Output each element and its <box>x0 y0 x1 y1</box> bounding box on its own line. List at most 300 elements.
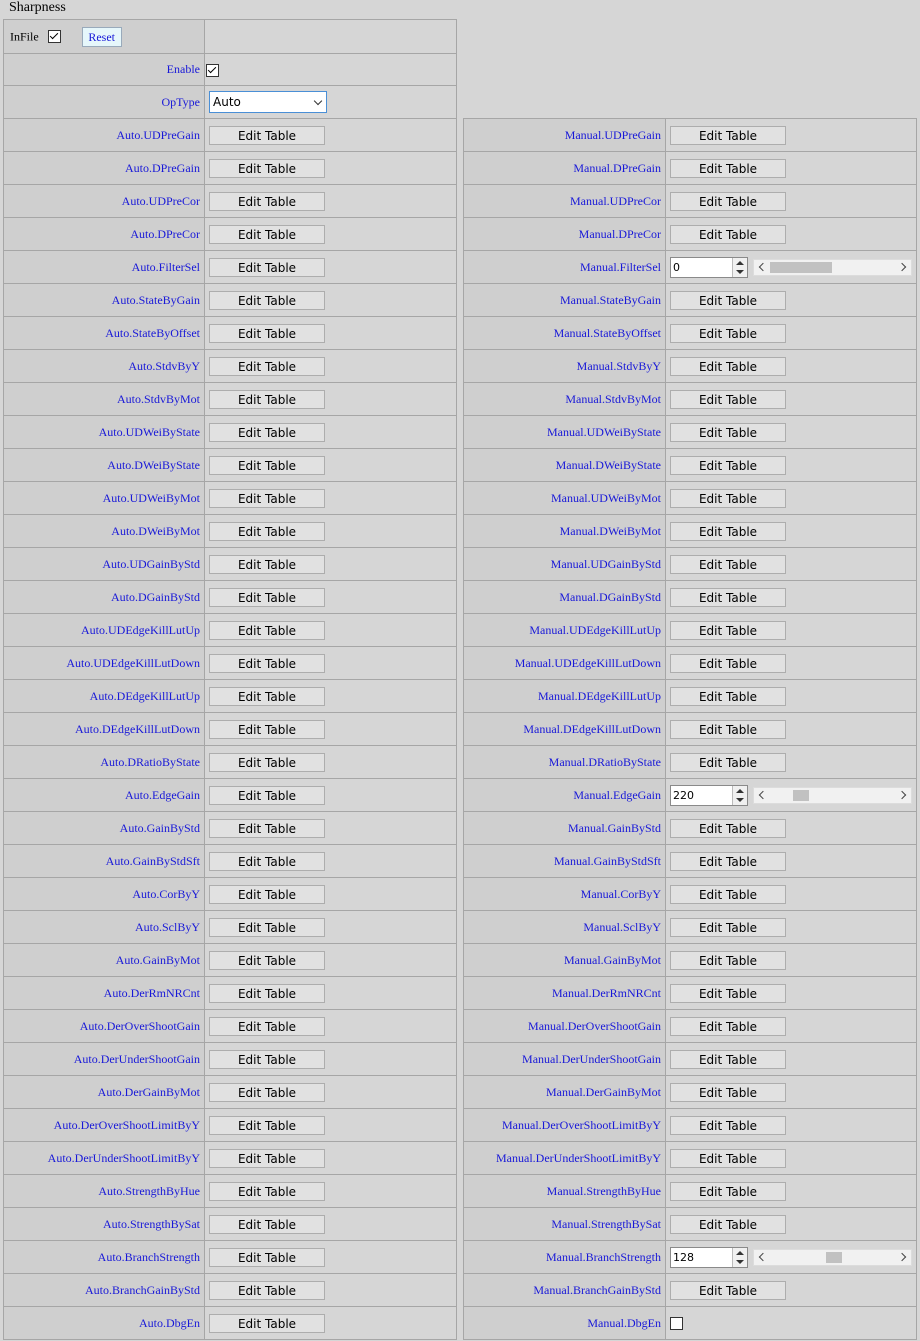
manual-dedge-kill-lut-up-label: Manual.DEdgeKillLutUp <box>464 680 666 713</box>
auto-state-by-offset-edit-table-button[interactable]: Edit Table <box>209 324 325 343</box>
manual-stdv-by-mot-label: Manual.StdvByMot <box>464 383 666 416</box>
auto-param-row <box>4 1175 457 1208</box>
chevron-right-icon[interactable] <box>898 790 906 798</box>
auto-udwei-by-mot-cell <box>205 482 457 515</box>
manual-gain-by-std-sft-edit-table-button[interactable]: Edit Table <box>670 852 786 871</box>
auto-der-under-shoot-gain-cell <box>205 1043 457 1076</box>
auto-stdv-by-mot-edit-table-button[interactable]: Edit Table <box>209 390 325 409</box>
auto-udedge-kill-lut-up-cell <box>205 614 457 647</box>
manual-udwei-by-state-cell <box>666 416 917 449</box>
auto-dratio-by-state-cell <box>205 746 457 779</box>
auto-der-over-shoot-limit-by-y-edit-table-button[interactable]: Edit Table <box>209 1116 325 1135</box>
spin-down-icon[interactable] <box>736 270 744 274</box>
auto-param-row <box>4 1241 457 1274</box>
manual-dedge-kill-lut-up-cell <box>666 680 917 713</box>
auto-udwei-by-mot-edit-table-button[interactable]: Edit Table <box>209 489 325 508</box>
manual-strength-by-hue-label: Manual.StrengthByHue <box>464 1175 666 1208</box>
manual-der-gain-by-mot-cell <box>666 1076 917 1109</box>
manual-dgain-by-std-cell <box>666 581 917 614</box>
auto-param-row <box>4 515 457 548</box>
manual-dpre-cor-edit-table-button[interactable]: Edit Table <box>670 225 786 244</box>
auto-branch-gain-by-std-edit-table-button[interactable]: Edit Table <box>209 1281 325 1300</box>
manual-dpre-gain-cell <box>666 152 917 185</box>
chevron-right-icon[interactable] <box>898 1252 906 1260</box>
auto-der-under-shoot-limit-by-y-cell <box>205 1142 457 1175</box>
auto-dwei-by-state-cell <box>205 449 457 482</box>
auto-stdv-by-y-edit-table-button[interactable]: Edit Table <box>209 357 325 376</box>
manual-param-row <box>464 944 917 977</box>
manual-udwei-by-mot-label: Manual.UDWeiByMot <box>464 482 666 515</box>
manual-dgain-by-std-edit-table-button[interactable]: Edit Table <box>670 588 786 607</box>
manual-der-under-shoot-gain-label: Manual.DerUnderShootGain <box>464 1043 666 1076</box>
spinner-arrows[interactable] <box>732 258 747 277</box>
auto-stdv-by-mot-label: Auto.StdvByMot <box>4 383 205 416</box>
manual-udpre-gain-cell <box>666 119 917 152</box>
chevron-left-icon[interactable] <box>759 262 767 270</box>
manual-dbg-en-checkbox[interactable] <box>670 1317 683 1330</box>
auto-der-under-shoot-gain-label: Auto.DerUnderShootGain <box>4 1043 205 1076</box>
manual-stdv-by-y-cell <box>666 350 917 383</box>
auto-dbg-en-label: Auto.DbgEn <box>4 1307 205 1340</box>
manual-der-over-shoot-limit-by-y-edit-table-button[interactable]: Edit Table <box>670 1116 786 1135</box>
manual-der-under-shoot-limit-by-y-cell <box>666 1142 917 1175</box>
auto-der-gain-by-mot-cell <box>205 1076 457 1109</box>
auto-udpre-gain-edit-table-button[interactable]: Edit Table <box>209 126 325 145</box>
manual-scl-by-y-cell <box>666 911 917 944</box>
auto-branch-strength-edit-table-button[interactable]: Edit Table <box>209 1248 325 1267</box>
auto-param-row <box>4 1109 457 1142</box>
manual-param-row <box>464 1010 917 1043</box>
manual-dpre-gain-edit-table-button[interactable]: Edit Table <box>670 159 786 178</box>
optype-value: Auto <box>213 95 241 109</box>
manual-branch-strength-slider[interactable] <box>753 1249 912 1266</box>
manual-filter-sel-slider[interactable] <box>753 259 912 276</box>
auto-param-row <box>4 251 457 284</box>
manual-udwei-by-mot-edit-table-button[interactable]: Edit Table <box>670 489 786 508</box>
auto-dpre-cor-label: Auto.DPreCor <box>4 218 205 251</box>
manual-edge-gain-label: Manual.EdgeGain <box>464 779 666 812</box>
manual-filter-sel-cell <box>666 251 917 284</box>
manual-param-row <box>464 284 917 317</box>
manual-gain-by-std-edit-table-button[interactable]: Edit Table <box>670 819 786 838</box>
manual-state-by-offset-cell <box>666 317 917 350</box>
manual-der-under-shoot-limit-by-y-edit-table-button[interactable]: Edit Table <box>670 1149 786 1168</box>
optype-select[interactable] <box>209 91 327 113</box>
auto-dedge-kill-lut-down-label: Auto.DEdgeKillLutDown <box>4 713 205 746</box>
spin-down-icon[interactable] <box>736 1260 744 1264</box>
manual-strength-by-hue-cell <box>666 1175 917 1208</box>
spin-up-icon[interactable] <box>736 261 744 265</box>
auto-dpre-gain-edit-table-button[interactable]: Edit Table <box>209 159 325 178</box>
auto-dedge-kill-lut-up-label: Auto.DEdgeKillLutUp <box>4 680 205 713</box>
enable-row <box>4 54 457 86</box>
auto-filter-sel-cell <box>205 251 457 284</box>
auto-dgain-by-std-label: Auto.DGainByStd <box>4 581 205 614</box>
manual-stdv-by-mot-cell <box>666 383 917 416</box>
manual-param-row <box>464 119 917 152</box>
manual-udpre-gain-edit-table-button[interactable]: Edit Table <box>670 126 786 145</box>
chevron-down-icon <box>314 97 322 105</box>
auto-dratio-by-state-edit-table-button[interactable]: Edit Table <box>209 753 325 772</box>
chevron-left-icon[interactable] <box>759 1252 767 1260</box>
manual-params-table <box>463 118 917 1340</box>
auto-der-gain-by-mot-edit-table-button[interactable]: Edit Table <box>209 1083 325 1102</box>
auto-param-row <box>4 152 457 185</box>
manual-edge-gain-number-input[interactable] <box>670 785 748 806</box>
auto-gain-by-std-sft-edit-table-button[interactable]: Edit Table <box>209 852 325 871</box>
manual-state-by-offset-label: Manual.StateByOffset <box>464 317 666 350</box>
manual-param-row <box>464 779 917 812</box>
manual-udpre-cor-cell <box>666 185 917 218</box>
auto-udpre-cor-label: Auto.UDPreCor <box>4 185 205 218</box>
auto-state-by-gain-cell <box>205 284 457 317</box>
infile-label: InFile <box>10 29 39 43</box>
manual-strength-by-sat-cell <box>666 1208 917 1241</box>
manual-param-row <box>464 449 917 482</box>
manual-udpre-cor-label: Manual.UDPreCor <box>464 185 666 218</box>
manual-param-row <box>464 647 917 680</box>
manual-cor-by-y-cell <box>666 878 917 911</box>
auto-der-gain-by-mot-label: Auto.DerGainByMot <box>4 1076 205 1109</box>
manual-branch-strength-label: Manual.BranchStrength <box>464 1241 666 1274</box>
auto-stdv-by-y-cell <box>205 350 457 383</box>
manual-dratio-by-state-cell <box>666 746 917 779</box>
infile-cell <box>4 20 205 54</box>
manual-stdv-by-mot-edit-table-button[interactable]: Edit Table <box>670 390 786 409</box>
manual-dedge-kill-lut-down-label: Manual.DEdgeKillLutDown <box>464 713 666 746</box>
manual-gain-by-std-sft-cell <box>666 845 917 878</box>
auto-strength-by-hue-edit-table-button[interactable]: Edit Table <box>209 1182 325 1201</box>
auto-param-row <box>4 1274 457 1307</box>
auto-dedge-kill-lut-up-cell <box>205 680 457 713</box>
auto-param-row <box>4 1307 457 1340</box>
manual-gain-by-std-label: Manual.GainByStd <box>464 812 666 845</box>
auto-dedge-kill-lut-down-cell <box>205 713 457 746</box>
manual-udgain-by-std-label: Manual.UDGainByStd <box>464 548 666 581</box>
manual-param-row <box>464 911 917 944</box>
manual-udgain-by-std-cell <box>666 548 917 581</box>
auto-branch-gain-by-std-label: Auto.BranchGainByStd <box>4 1274 205 1307</box>
manual-dpre-cor-label: Manual.DPreCor <box>464 218 666 251</box>
optype-row <box>4 86 457 119</box>
auto-dwei-by-state-edit-table-button[interactable]: Edit Table <box>209 456 325 475</box>
auto-udwei-by-state-label: Auto.UDWeiByState <box>4 416 205 449</box>
auto-der-over-shoot-gain-edit-table-button[interactable]: Edit Table <box>209 1017 325 1036</box>
auto-branch-gain-by-std-cell <box>205 1274 457 1307</box>
manual-dpre-gain-label: Manual.DPreGain <box>464 152 666 185</box>
manual-gain-by-mot-label: Manual.GainByMot <box>464 944 666 977</box>
manual-dwei-by-state-label: Manual.DWeiByState <box>464 449 666 482</box>
manual-param-row <box>464 581 917 614</box>
auto-dwei-by-mot-label: Auto.DWeiByMot <box>4 515 205 548</box>
manual-udedge-kill-lut-up-label: Manual.UDEdgeKillLutUp <box>464 614 666 647</box>
auto-der-rm-nrcnt-edit-table-button[interactable]: Edit Table <box>209 984 325 1003</box>
enable-label: Enable <box>4 54 205 86</box>
chevron-left-icon[interactable] <box>759 790 767 798</box>
manual-param-row <box>464 383 917 416</box>
manual-dwei-by-mot-label: Manual.DWeiByMot <box>464 515 666 548</box>
auto-state-by-gain-label: Auto.StateByGain <box>4 284 205 317</box>
auto-stdv-by-y-label: Auto.StdvByY <box>4 350 205 383</box>
auto-param-row <box>4 185 457 218</box>
manual-filter-sel-label: Manual.FilterSel <box>464 251 666 284</box>
manual-udwei-by-state-edit-table-button[interactable]: Edit Table <box>670 423 786 442</box>
auto-strength-by-sat-cell <box>205 1208 457 1241</box>
manual-dedge-kill-lut-down-cell <box>666 713 917 746</box>
manual-gain-by-mot-cell <box>666 944 917 977</box>
auto-udedge-kill-lut-down-cell <box>205 647 457 680</box>
manual-dbg-en-label: Manual.DbgEn <box>464 1307 666 1340</box>
auto-param-row <box>4 383 457 416</box>
auto-gain-by-mot-edit-table-button[interactable]: Edit Table <box>209 951 325 970</box>
auto-state-by-gain-edit-table-button[interactable]: Edit Table <box>209 291 325 310</box>
auto-param-row <box>4 911 457 944</box>
auto-cor-by-y-cell <box>205 878 457 911</box>
infile-checkbox[interactable] <box>48 30 61 43</box>
auto-udpre-cor-cell <box>205 185 457 218</box>
optype-cell <box>205 86 457 119</box>
manual-branch-gain-by-std-edit-table-button[interactable]: Edit Table <box>670 1281 786 1300</box>
auto-dpre-cor-cell <box>205 218 457 251</box>
auto-param-row <box>4 647 457 680</box>
manual-udpre-gain-label: Manual.UDPreGain <box>464 119 666 152</box>
manual-param-row <box>464 317 917 350</box>
manual-gain-by-std-sft-label: Manual.GainByStdSft <box>464 845 666 878</box>
section-title: Sharpness <box>9 0 66 15</box>
infile-row <box>4 20 457 54</box>
spin-up-icon[interactable] <box>736 789 744 793</box>
manual-scl-by-y-label: Manual.SclByY <box>464 911 666 944</box>
auto-dpre-gain-cell <box>205 152 457 185</box>
auto-param-row <box>4 449 457 482</box>
auto-dedge-kill-lut-up-edit-table-button[interactable]: Edit Table <box>209 687 325 706</box>
spinner-arrows[interactable] <box>732 1248 747 1267</box>
manual-strength-by-sat-label: Manual.StrengthBySat <box>464 1208 666 1241</box>
manual-dgain-by-std-label: Manual.DGainByStd <box>464 581 666 614</box>
manual-cor-by-y-label: Manual.CorByY <box>464 878 666 911</box>
manual-udwei-by-mot-cell <box>666 482 917 515</box>
auto-param-row <box>4 812 457 845</box>
manual-der-over-shoot-limit-by-y-cell <box>666 1109 917 1142</box>
auto-param-row <box>4 779 457 812</box>
auto-udpre-gain-cell <box>205 119 457 152</box>
manual-dedge-kill-lut-up-edit-table-button[interactable]: Edit Table <box>670 687 786 706</box>
auto-dbg-en-cell <box>205 1307 457 1340</box>
manual-branch-strength-number-input[interactable] <box>670 1247 748 1268</box>
auto-dgain-by-std-edit-table-button[interactable]: Edit Table <box>209 588 325 607</box>
manual-param-row <box>464 1109 917 1142</box>
manual-param-row <box>464 680 917 713</box>
auto-params-table <box>3 19 457 1340</box>
manual-udpre-cor-edit-table-button[interactable]: Edit Table <box>670 192 786 211</box>
auto-dwei-by-mot-edit-table-button[interactable]: Edit Table <box>209 522 325 541</box>
auto-param-row <box>4 878 457 911</box>
auto-branch-strength-cell <box>205 1241 457 1274</box>
auto-der-rm-nrcnt-cell <box>205 977 457 1010</box>
manual-edge-gain-cell <box>666 779 917 812</box>
auto-udgain-by-std-cell <box>205 548 457 581</box>
slider-thumb[interactable] <box>770 262 832 273</box>
auto-der-over-shoot-gain-label: Auto.DerOverShootGain <box>4 1010 205 1043</box>
auto-udedge-kill-lut-down-label: Auto.UDEdgeKillLutDown <box>4 647 205 680</box>
auto-strength-by-hue-cell <box>205 1175 457 1208</box>
manual-param-row <box>464 1076 917 1109</box>
auto-dbg-en-edit-table-button[interactable]: Edit Table <box>209 1314 325 1333</box>
manual-param-row <box>464 218 917 251</box>
manual-dwei-by-state-edit-table-button[interactable]: Edit Table <box>670 456 786 475</box>
reset-button[interactable]: Reset <box>82 27 122 47</box>
auto-scl-by-y-cell <box>205 911 457 944</box>
auto-udpre-gain-label: Auto.UDPreGain <box>4 119 205 152</box>
auto-strength-by-hue-label: Auto.StrengthByHue <box>4 1175 205 1208</box>
auto-filter-sel-edit-table-button[interactable]: Edit Table <box>209 258 325 277</box>
auto-scl-by-y-label: Auto.SclByY <box>4 911 205 944</box>
auto-dedge-kill-lut-down-edit-table-button[interactable]: Edit Table <box>209 720 325 739</box>
manual-dedge-kill-lut-down-edit-table-button[interactable]: Edit Table <box>670 720 786 739</box>
manual-stdv-by-y-label: Manual.StdvByY <box>464 350 666 383</box>
manual-param-row <box>464 845 917 878</box>
manual-dbg-en-cell <box>666 1307 917 1340</box>
manual-scl-by-y-edit-table-button[interactable]: Edit Table <box>670 918 786 937</box>
enable-checkbox[interactable] <box>206 64 219 77</box>
auto-der-rm-nrcnt-label: Auto.DerRmNRCnt <box>4 977 205 1010</box>
auto-param-row <box>4 977 457 1010</box>
manual-strength-by-hue-edit-table-button[interactable]: Edit Table <box>670 1182 786 1201</box>
auto-branch-strength-label: Auto.BranchStrength <box>4 1241 205 1274</box>
manual-state-by-gain-edit-table-button[interactable]: Edit Table <box>670 291 786 310</box>
manual-param-row <box>464 1274 917 1307</box>
auto-udwei-by-state-edit-table-button[interactable]: Edit Table <box>209 423 325 442</box>
auto-param-row <box>4 614 457 647</box>
auto-edge-gain-edit-table-button[interactable]: Edit Table <box>209 786 325 805</box>
manual-der-over-shoot-limit-by-y-label: Manual.DerOverShootLimitByY <box>464 1109 666 1142</box>
auto-gain-by-std-edit-table-button[interactable]: Edit Table <box>209 819 325 838</box>
manual-der-under-shoot-limit-by-y-label: Manual.DerUnderShootLimitByY <box>464 1142 666 1175</box>
manual-udedge-kill-lut-down-cell <box>666 647 917 680</box>
auto-cor-by-y-edit-table-button[interactable]: Edit Table <box>209 885 325 904</box>
manual-der-gain-by-mot-label: Manual.DerGainByMot <box>464 1076 666 1109</box>
auto-dpre-gain-label: Auto.DPreGain <box>4 152 205 185</box>
manual-dratio-by-state-edit-table-button[interactable]: Edit Table <box>670 753 786 772</box>
auto-param-row <box>4 1076 457 1109</box>
manual-der-over-shoot-gain-edit-table-button[interactable]: Edit Table <box>670 1017 786 1036</box>
auto-param-row <box>4 1208 457 1241</box>
manual-dratio-by-state-label: Manual.DRatioByState <box>464 746 666 779</box>
manual-param-row <box>464 1043 917 1076</box>
manual-param-row <box>464 812 917 845</box>
spin-down-icon[interactable] <box>736 798 744 802</box>
auto-param-row <box>4 284 457 317</box>
auto-der-over-shoot-gain-cell <box>205 1010 457 1043</box>
auto-udpre-cor-edit-table-button[interactable]: Edit Table <box>209 192 325 211</box>
auto-param-row <box>4 482 457 515</box>
auto-dpre-cor-edit-table-button[interactable]: Edit Table <box>209 225 325 244</box>
manual-gain-by-mot-edit-table-button[interactable]: Edit Table <box>670 951 786 970</box>
auto-strength-by-sat-edit-table-button[interactable]: Edit Table <box>209 1215 325 1234</box>
auto-udedge-kill-lut-down-edit-table-button[interactable]: Edit Table <box>209 654 325 673</box>
auto-param-row <box>4 548 457 581</box>
auto-edge-gain-label: Auto.EdgeGain <box>4 779 205 812</box>
manual-param-row <box>464 1142 917 1175</box>
auto-strength-by-sat-label: Auto.StrengthBySat <box>4 1208 205 1241</box>
auto-edge-gain-cell <box>205 779 457 812</box>
auto-dwei-by-mot-cell <box>205 515 457 548</box>
manual-der-rm-nrcnt-edit-table-button[interactable]: Edit Table <box>670 984 786 1003</box>
manual-dwei-by-mot-edit-table-button[interactable]: Edit Table <box>670 522 786 541</box>
slider-thumb[interactable] <box>793 790 809 801</box>
manual-edge-gain-slider[interactable] <box>753 787 912 804</box>
slider-thumb[interactable] <box>826 1252 842 1263</box>
manual-branch-gain-by-std-cell <box>666 1274 917 1307</box>
auto-udgain-by-std-edit-table-button[interactable]: Edit Table <box>209 555 325 574</box>
auto-udedge-kill-lut-up-label: Auto.UDEdgeKillLutUp <box>4 614 205 647</box>
auto-param-row <box>4 317 457 350</box>
auto-param-row <box>4 944 457 977</box>
auto-param-row <box>4 680 457 713</box>
manual-param-row <box>464 515 917 548</box>
auto-param-row <box>4 119 457 152</box>
auto-dratio-by-state-label: Auto.DRatioByState <box>4 746 205 779</box>
manual-udgain-by-std-edit-table-button[interactable]: Edit Table <box>670 555 786 574</box>
auto-dwei-by-state-label: Auto.DWeiByState <box>4 449 205 482</box>
manual-stdv-by-y-edit-table-button[interactable]: Edit Table <box>670 357 786 376</box>
auto-param-row <box>4 1010 457 1043</box>
auto-gain-by-std-label: Auto.GainByStd <box>4 812 205 845</box>
manual-filter-sel-number-input[interactable] <box>670 257 748 278</box>
manual-param-row <box>464 482 917 515</box>
manual-udedge-kill-lut-down-edit-table-button[interactable]: Edit Table <box>670 654 786 673</box>
manual-param-row <box>464 746 917 779</box>
auto-udedge-kill-lut-up-edit-table-button[interactable]: Edit Table <box>209 621 325 640</box>
auto-param-row <box>4 350 457 383</box>
manual-udwei-by-state-label: Manual.UDWeiByState <box>464 416 666 449</box>
manual-cor-by-y-edit-table-button[interactable]: Edit Table <box>670 885 786 904</box>
auto-stdv-by-mot-cell <box>205 383 457 416</box>
spin-up-icon[interactable] <box>736 1251 744 1255</box>
number-value: 0 <box>673 260 680 274</box>
manual-udedge-kill-lut-up-edit-table-button[interactable]: Edit Table <box>670 621 786 640</box>
auto-der-under-shoot-gain-edit-table-button[interactable]: Edit Table <box>209 1050 325 1069</box>
manual-state-by-offset-edit-table-button[interactable]: Edit Table <box>670 324 786 343</box>
manual-param-row <box>464 1208 917 1241</box>
number-value: 220 <box>673 788 694 802</box>
manual-param-row <box>464 977 917 1010</box>
manual-der-gain-by-mot-edit-table-button[interactable]: Edit Table <box>670 1083 786 1102</box>
chevron-right-icon[interactable] <box>898 262 906 270</box>
manual-strength-by-sat-edit-table-button[interactable]: Edit Table <box>670 1215 786 1234</box>
auto-gain-by-std-sft-cell <box>205 845 457 878</box>
manual-branch-gain-by-std-label: Manual.BranchGainByStd <box>464 1274 666 1307</box>
auto-filter-sel-label: Auto.FilterSel <box>4 251 205 284</box>
auto-scl-by-y-edit-table-button[interactable]: Edit Table <box>209 918 325 937</box>
manual-param-row <box>464 614 917 647</box>
manual-param-row <box>464 251 917 284</box>
manual-state-by-gain-label: Manual.StateByGain <box>464 284 666 317</box>
auto-param-row <box>4 416 457 449</box>
auto-cor-by-y-label: Auto.CorByY <box>4 878 205 911</box>
manual-param-row <box>464 1175 917 1208</box>
manual-udedge-kill-lut-down-label: Manual.UDEdgeKillLutDown <box>464 647 666 680</box>
auto-udwei-by-mot-label: Auto.UDWeiByMot <box>4 482 205 515</box>
auto-state-by-offset-label: Auto.StateByOffset <box>4 317 205 350</box>
spinner-arrows[interactable] <box>732 786 747 805</box>
auto-gain-by-std-cell <box>205 812 457 845</box>
manual-param-row <box>464 713 917 746</box>
manual-der-under-shoot-gain-edit-table-button[interactable]: Edit Table <box>670 1050 786 1069</box>
manual-branch-strength-cell <box>666 1241 917 1274</box>
auto-param-row <box>4 581 457 614</box>
auto-der-under-shoot-limit-by-y-edit-table-button[interactable]: Edit Table <box>209 1149 325 1168</box>
